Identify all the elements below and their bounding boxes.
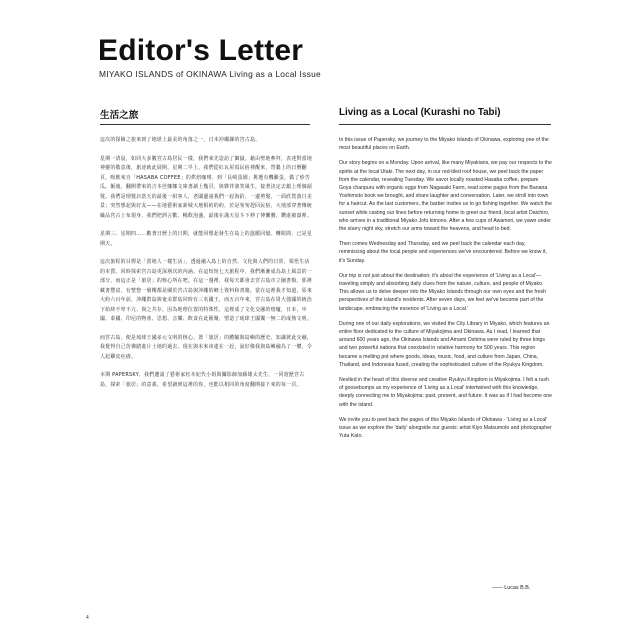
en-paragraph-3: Then comes Wednesday and Thursday, and we peel back the calendar each day, reminiscing about the local people and experiences we've encountered. Before we know it, it's Sunday. <box>339 241 547 264</box>
chinese-heading-divider <box>100 124 310 125</box>
english-column <box>339 136 552 448</box>
zh-paragraph-2: 星期一清晨，如同大多數宮古島居民一樣，我們來先造訪了御嶽。藉由聖地參拜，表達對當地神靈的敬意後，旅途就此展開。星期二早上，我們從紅瓦屋頂民宿裡醒來，替牆上的日曆翻頁，吸飲來自「HASABA COFFEE」的烘焙咖啡，到「長崎蛋園」挑選有機雞蛋，做了炒苦瓜。飯後，翻開帶來的吉本芭娜娜文庫書讀上幾頁，與夥伴談笑風生，接著決定去鎮上理個頭髮。我們是理髮店當天的最後一組客人，老闆邊請我們一起海釣，一邊剪髮，一面欣賞落日美景；突然想起與好友——在地藝術家新城大地相約的約，於是匆匆趕回民宿，大地部穿著傳統織品宮古上布現身，我們把酒言歡、暢飲泡盛，最後在滿天星斗下伸了伸懶腰，鑽進被窩裡。 <box>100 155 312 219</box>
english-column-heading: Living as a Local (Kurashi no Tabi) <box>339 107 501 118</box>
page-subtitle: MIYAKO ISLANDS of OKINAWA Living as a Local Issue <box>99 69 321 79</box>
zh-paragraph-3: 星期三、星期四……數著日曆上的日期，就能回想起發生在島上的溫暖回憶。轉眼間，已是星期天。 <box>100 231 312 247</box>
zh-paragraph-5: 而宮古島，便是琉球王國多元文明的核心。置「旅居」的體驗與島嶼的歷史、知識彼此交融，我覺得自己彷彿踏進片土地的過去、現在與未來串連在一起，說好像我與島嶼融為了一體，令人起雞皮疙瘩。 <box>100 334 312 360</box>
chinese-column-heading: 生活之旅 <box>100 110 139 121</box>
en-paragraph-4: Our trip is not just about the destination; it's about the experience of 'Living as a Local'—traveling simply and absorbing daily clues from the nature, culture, and people of Miyako. This allows us to delve deeper into the Miyako Islands through our own eyes and the fresh perspectives of the island's residents. After seven days, we feel we've become part of the landscape, embracing the essence of 'Living as a Local.' <box>339 272 546 312</box>
page-number: 4 <box>86 615 89 621</box>
zh-paragraph-4: 這次旅程的目標是「當地人一樣生活」，透過融入島上的自然、文化與人們的日常，領悟生活的本質。同時探索宮古島更深層次的內涵，在這短短七天旅程中，我們漸漸成為島上風景的一部分，而這正是「旅居」的核心所在吧。在這一週裡，我每天都會去宮古島市立圖書館。那裡藏書豐富，有整整一層樓都是關於宮古島與沖繩的鄉土資料和書籍。當在這裡我才知道，原來大約六百年前，沖繩群島與奄美群島同時有三名國王，而五百年來，宮古島在周大強國的統治下始終不卑不亢、與之共存。因為地理位置的特殊性，這裡成了文化交融的熔爐，日本、中國、泰國、印尼的物產、思想、音樂、飲食在此匯聚，塑造了琉球王國獨一無二的成熟文明。 <box>100 259 312 322</box>
page-title: Editor's Letter <box>98 34 304 67</box>
zh-paragraph-6: 本期 PAPERSKY，我們邀請了藝術家松本紀代小姐與攝影師加藤雄太先生，一同遊歷宮古島，探索「旅居」的意義。希望讀到這裡的你，也能以相同的角度翻開接下來的每一頁。 <box>100 372 305 388</box>
en-paragraph-6: Nestled in the heart of this diverse and creative Ryukyu Kingdom is Miyakojima. I felt a rush of goosebumps as my experience of 'Living as a Local' intertwined with this knowledge, deeply connecting me to Miyakojima: past, present, and future. It was as if I had become one with the island. <box>339 377 553 408</box>
english-heading-divider <box>339 124 551 125</box>
en-paragraph-1: In this issue of Papersky, we journey to the Miyako Islands of Okinawa, exploring one of the most beautiful places on Earth. <box>339 137 549 152</box>
en-paragraph-5: During one of our daily explorations, we visited the City Library in Miyako, which features an entire floor dedicated to the culture of Miyakojima and Okinawa. As I read, I learned that around 600 years ago, the Okinawa Islands and Amami Oshima were ruled by three kings and two powerful nations that coexisted in relative harmony for 500 years. This region became a melting pot where goods, ideas, music, food, and culture from Japan, China, Thailand, and Indonesia fused, creating the sophisticated culture of the Ryukyu Kingdom. <box>339 320 550 368</box>
chinese-column <box>100 136 312 399</box>
author-signature: —— Lucas B.B. <box>492 585 531 591</box>
zh-paragraph-1: 這次的探險之旅來到了地球上最美的角落之一，日本沖繩縣的宮古島。 <box>100 137 261 143</box>
en-paragraph-2: Our story begins on a Monday. Upon arrival, like many Miyakians, we pay our respects to the spirits at the local Utaki. The next day, in our red-tiled roof house, we peel back the paper from the calendar, revealing Tuesday. We savor locally roasted Hasaba coffee, prepare Goya chanpuru with organic eggs from Nagasaki Farm, read some pages from the Banana Yoshimoto book we brought, and share laughter and conversation. Later, we stroll into town for a haircut. As the last customers, the barber invites us to go fishing together. We watch the sunset while casting our lines before returning home to greet our friend, local artist Daichiro, who arrives in a traditional Miyako Jofu kimono. After a few cups of Awamori, we yawn under the starry night sky, stretch our arms toward the heavens, and head to bed. <box>339 160 552 233</box>
en-paragraph-7: We invite you to peel back the pages of this Miyako Islands of Okinawa - 'Living as a Local' issue as we explore the 'daily' alongside our guests: artist Kiyo Matsumoto and photographer Yuta Kato. <box>339 416 552 440</box>
